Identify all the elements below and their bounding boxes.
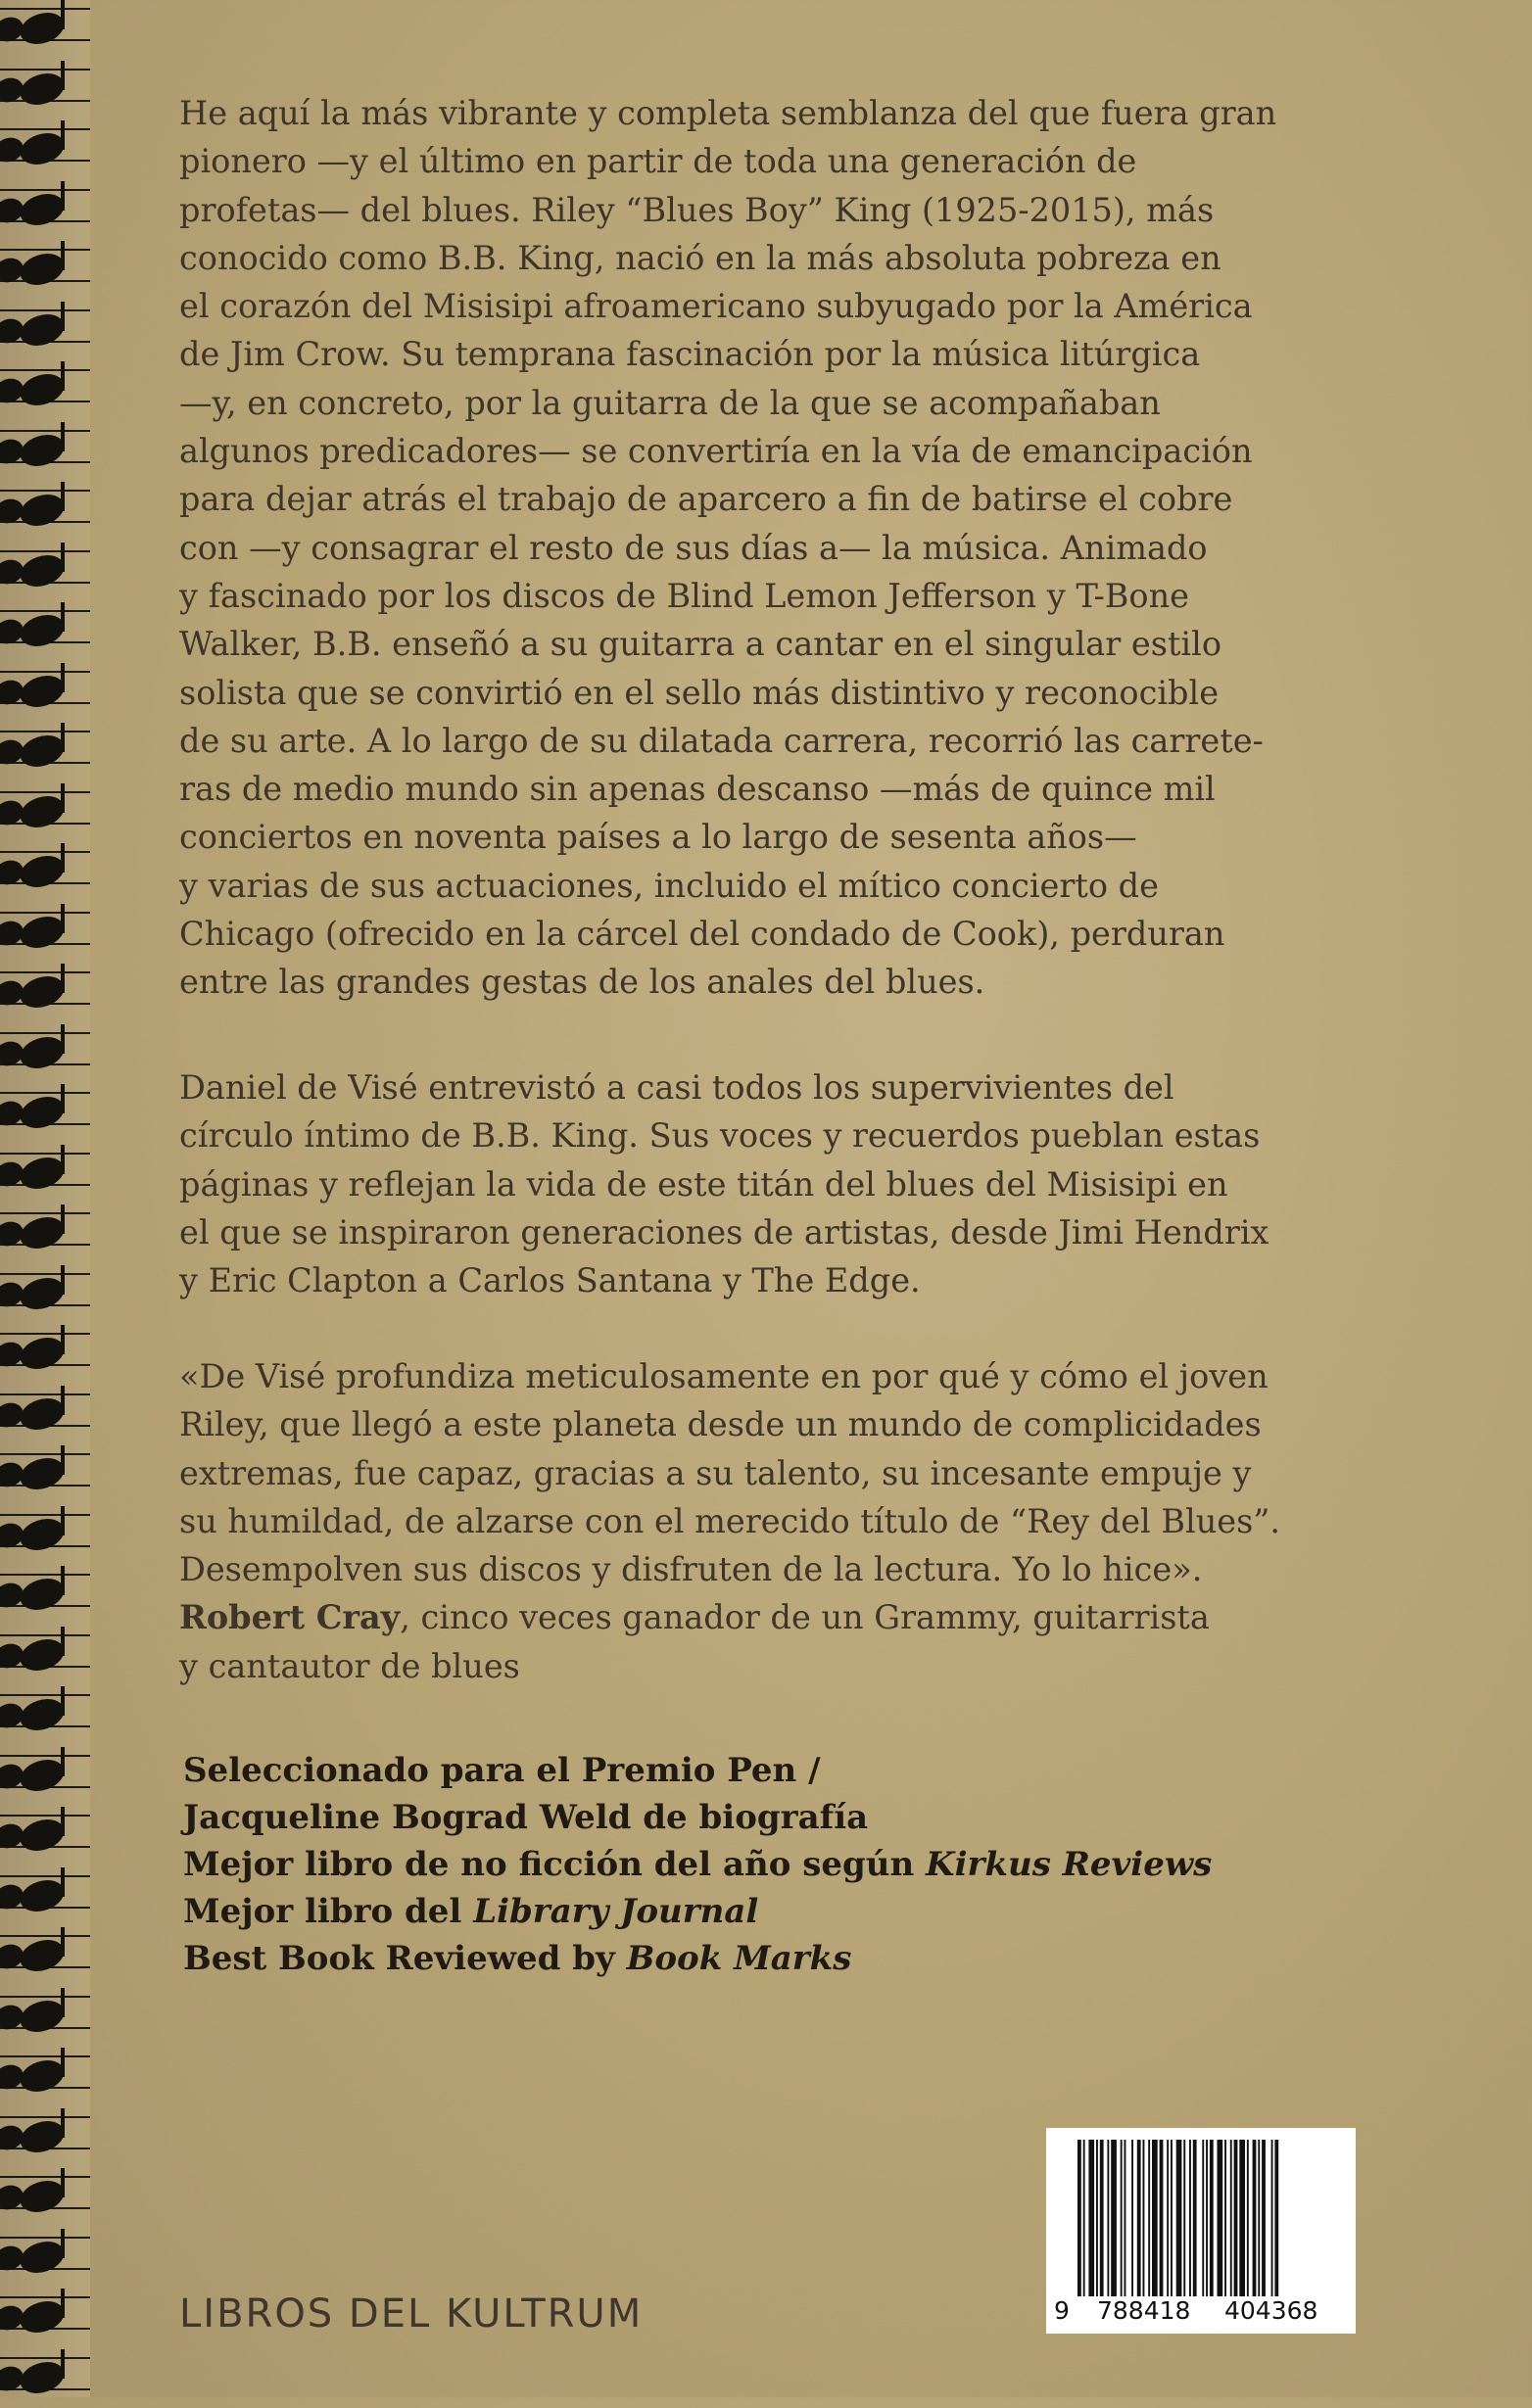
barcode-digits-left: 788418	[1097, 2296, 1191, 2325]
barcode-bar	[1148, 2140, 1150, 2296]
barcode-bar	[1171, 2140, 1173, 2296]
music-note-icon	[0, 1506, 90, 1565]
music-note-icon	[0, 1024, 90, 1083]
text-line: Chicago (ofrecido en la cárcel del condado de Cook), perduran	[179, 915, 1225, 954]
barcode-digits-right: 404368	[1224, 2296, 1318, 2325]
barcode-bar	[1160, 2140, 1164, 2296]
quote-text	[179, 1352, 1355, 1593]
barcode-bar	[1271, 2140, 1273, 2296]
music-note-icon	[0, 1325, 90, 1384]
music-note-icon	[0, 302, 90, 360]
award-text: Mejor libro de no ficción del año según	[183, 1845, 927, 1884]
attribution-description: , cinco veces ganador de un Grammy, guitarrista	[400, 1598, 1210, 1637]
text-line: entre las grandes gestas de los anales del blues.	[179, 963, 985, 1002]
music-note-icon	[0, 1204, 90, 1263]
award-line	[183, 1841, 1359, 1888]
text-line: y varias de sus actuaciones, incluido el mítico concierto de	[179, 866, 1159, 905]
author-paragraph	[179, 1063, 1355, 1304]
quote-attribution	[179, 1593, 1355, 1641]
barcode-bar	[1224, 2140, 1226, 2296]
music-note-icon	[0, 2349, 90, 2408]
musical-notes-border	[0, 0, 90, 2397]
awards-list	[183, 1747, 1359, 1982]
barcode-bar	[1088, 2140, 1094, 2296]
award-source: Kirkus Reviews	[926, 1845, 1213, 1884]
music-note-icon	[0, 241, 90, 300]
music-note-icon	[0, 1867, 90, 1926]
barcode-bar	[1218, 2140, 1223, 2296]
award-source: Book Marks	[626, 1939, 852, 1978]
award-line	[183, 1888, 1359, 1935]
barcode-bar	[1247, 2140, 1249, 2296]
text-line: con —y consagrar el resto de sus días a— la música. Animado	[179, 528, 1208, 567]
barcode-bar	[1125, 2140, 1126, 2296]
barcode-bar	[1274, 2140, 1278, 2296]
text-line: Daniel de Visé entrevistó a casi todos los supervivientes del	[179, 1068, 1174, 1107]
barcode-bar	[1111, 2140, 1117, 2296]
text-line: conciertos en noventa países a lo largo de sesenta años—	[179, 818, 1137, 857]
text-line: algunos predicadores— se convertiría en la vía de emancipación	[179, 432, 1253, 471]
award-text: Mejor libro del	[183, 1892, 474, 1931]
music-note-icon	[0, 783, 90, 842]
text-line: páginas y reflejan la vida de este titán del blues del Misisipi en	[179, 1164, 1228, 1204]
music-note-icon	[0, 61, 90, 119]
text-line: círculo íntimo de B.B. King. Sus voces y recuerdos pueblan estas	[179, 1116, 1261, 1156]
barcode-bar	[1253, 2140, 1257, 2296]
text-line: de su arte. A lo largo de su dilatada carrera, recorrió las carrete-	[179, 721, 1264, 760]
barcode-bar	[1131, 2140, 1133, 2296]
music-note-icon	[0, 1566, 90, 1625]
music-note-icon	[0, 2229, 90, 2288]
barcode-bar	[1258, 2140, 1260, 2296]
music-note-icon	[0, 1686, 90, 1745]
barcode-bar	[1230, 2140, 1232, 2296]
barcode-bar	[1202, 2140, 1204, 2296]
text-line: su humildad, de alzarse con el merecido título de “Rey del Blues”.	[179, 1501, 1281, 1540]
music-note-icon	[0, 0, 90, 59]
text-line: y Eric Clapton a Carlos Santana y The Edge.	[179, 1261, 921, 1300]
barcode-bar	[1152, 2140, 1158, 2296]
music-note-icon	[0, 181, 90, 240]
music-note-icon	[0, 1627, 90, 1685]
barcode-bar	[1210, 2140, 1214, 2296]
text-line: el que se inspiraron generaciones de artistas, desde Jimi Hendrix	[179, 1212, 1269, 1251]
publisher-name: LIBROS DEL KULTRUM	[179, 2291, 644, 2337]
music-note-icon	[0, 904, 90, 963]
text-line: y fascinado por los discos de Blind Lemon Jefferson y T-Bone	[179, 576, 1189, 615]
barcode-bar	[1096, 2140, 1098, 2296]
text-line: para dejar atrás el trabajo de aparcero a fin de batirse el cobre	[179, 480, 1233, 519]
text-line: pionero —y el último en partir de toda una generación de	[179, 142, 1137, 181]
music-note-icon	[0, 2048, 90, 2106]
barcode-bar	[1239, 2140, 1245, 2296]
music-note-icon	[0, 2108, 90, 2167]
barcode-bar	[1100, 2140, 1104, 2296]
barcode-bar	[1167, 2140, 1169, 2296]
barcode-digits	[1046, 2296, 1356, 2330]
music-note-icon	[0, 843, 90, 902]
barcode-bar	[1083, 2140, 1085, 2296]
review-quote	[179, 1352, 1355, 1690]
attribution-name: Robert Cray	[179, 1598, 401, 1637]
music-note-icon	[0, 1265, 90, 1324]
music-note-icon	[0, 543, 90, 601]
text-line: el corazón del Misisipi afroamericano subyugado por la América	[179, 287, 1253, 326]
text-line: Walker, B.B. enseñó a su guitarra a cantar en el singular estilo	[179, 625, 1222, 664]
barcode-bars	[1076, 2140, 1332, 2296]
music-note-icon	[0, 964, 90, 1022]
text-line: solista que se convirtió en el sello más distintivo y reconocible	[179, 673, 1220, 712]
music-note-icon	[0, 2168, 90, 2227]
barcode-bar	[1176, 2140, 1182, 2296]
barcode-digit-prefix: 9	[1054, 2296, 1070, 2325]
barcode-bar	[1137, 2140, 1141, 2296]
music-note-icon	[0, 1988, 90, 2047]
music-note-icon	[0, 1807, 90, 1865]
award-line: Seleccionado para el Premio Pen /	[183, 1751, 821, 1790]
isbn-barcode	[1046, 2128, 1356, 2334]
text-line: «De Visé profundiza meticulosamente en por qué y cómo el joven	[179, 1357, 1269, 1395]
text-line: extremas, fue capaz, gracias a su talento, su incesante empuje y	[179, 1453, 1252, 1492]
award-text: Best Book Reviewed by	[183, 1939, 627, 1978]
music-note-icon	[0, 1386, 90, 1444]
music-note-icon	[0, 1747, 90, 1806]
text-line: conocido como B.B. King, nació en la más absoluta pobreza en	[179, 238, 1221, 277]
music-note-icon	[0, 120, 90, 179]
music-note-icon	[0, 1927, 90, 1986]
music-note-icon	[0, 1445, 90, 1504]
text-line: ras de medio mundo sin apenas descanso —más de quince mil	[179, 770, 1216, 809]
music-note-icon	[0, 723, 90, 781]
music-note-icon	[0, 1084, 90, 1143]
barcode-bar	[1206, 2140, 1208, 2296]
barcode-bar	[1189, 2140, 1191, 2296]
music-note-icon	[0, 482, 90, 541]
music-note-icon	[0, 1145, 90, 1204]
text-line: Desempolven sus discos y disfruten de la lectura. Yo lo hice».	[179, 1550, 1203, 1589]
barcode-bar	[1077, 2140, 1081, 2296]
barcode-bar	[1107, 2140, 1109, 2296]
text-line: Riley, que llegó a este planeta desde un mundo de complicidades	[179, 1405, 1262, 1444]
barcode-bar	[1234, 2140, 1238, 2296]
barcode-bar	[1143, 2140, 1145, 2296]
music-note-icon	[0, 2289, 90, 2347]
award-line: Jacqueline Bograd Weld de biografía	[183, 1798, 869, 1837]
music-note-icon	[0, 602, 90, 661]
music-note-icon	[0, 361, 90, 420]
barcode-bar	[1121, 2140, 1123, 2296]
synopsis-paragraph	[179, 89, 1355, 1007]
award-source: Library Journal	[473, 1892, 759, 1931]
text-line: He aquí la más vibrante y completa semblanza del que fuera gran	[179, 94, 1277, 132]
barcode-bar	[1193, 2140, 1197, 2296]
music-note-icon	[0, 663, 90, 722]
award-line	[183, 1935, 1359, 1982]
text-line: de Jim Crow. Su temprana fascinación por la música litúrgica	[179, 335, 1201, 374]
barcode-bar	[1262, 2140, 1266, 2296]
text-line: profetas— del blues. Riley “Blues Boy” King (1925-2015), más	[179, 190, 1215, 229]
text-line: —y, en concreto, por la guitarra de la que se acompañaban	[179, 383, 1161, 422]
music-note-icon	[0, 422, 90, 481]
barcode-bar	[1183, 2140, 1185, 2296]
attribution-line-2: y cantautor de blues	[179, 1646, 520, 1685]
